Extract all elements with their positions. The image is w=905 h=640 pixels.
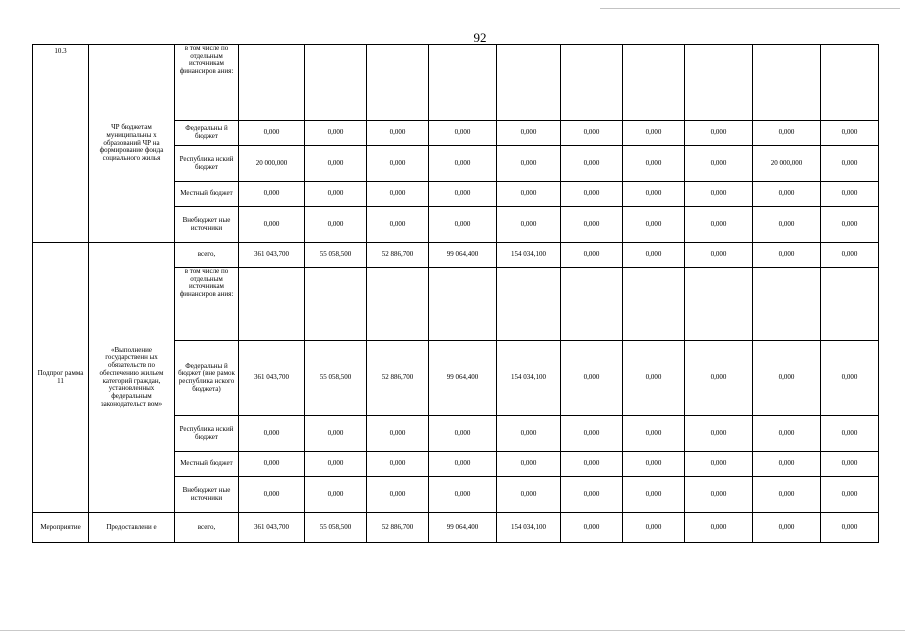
value-cell: 0,000 bbox=[239, 416, 305, 452]
value-cell: 0,000 bbox=[821, 146, 879, 182]
value-cell: 0,000 bbox=[821, 477, 879, 513]
value-cell bbox=[753, 45, 821, 121]
value-cell: 0,000 bbox=[623, 452, 685, 477]
value-cell: 0,000 bbox=[821, 182, 879, 207]
value-cell: 0,000 bbox=[561, 243, 623, 268]
value-cell: 361 043,700 bbox=[239, 513, 305, 543]
value-cell: 0,000 bbox=[429, 452, 497, 477]
value-cell: 0,000 bbox=[305, 477, 367, 513]
value-cell: 154 034,100 bbox=[497, 341, 561, 416]
funding-source: всего, bbox=[175, 243, 239, 268]
value-cell bbox=[429, 45, 497, 121]
value-cell: 0,000 bbox=[623, 207, 685, 243]
value-cell: 0,000 bbox=[429, 416, 497, 452]
value-cell: 0,000 bbox=[685, 477, 753, 513]
value-cell: 0,000 bbox=[239, 452, 305, 477]
value-cell: 0,000 bbox=[623, 416, 685, 452]
value-cell bbox=[497, 45, 561, 121]
table-row bbox=[33, 243, 879, 268]
value-cell bbox=[821, 45, 879, 121]
value-cell bbox=[623, 268, 685, 341]
funding-source: Федеральны й бюджет bbox=[175, 121, 239, 146]
value-cell: 0,000 bbox=[239, 121, 305, 146]
value-cell: 0,000 bbox=[497, 207, 561, 243]
value-cell: 0,000 bbox=[497, 182, 561, 207]
value-cell: 0,000 bbox=[429, 182, 497, 207]
value-cell: 0,000 bbox=[685, 182, 753, 207]
value-cell: 0,000 bbox=[367, 477, 429, 513]
value-cell: 154 034,100 bbox=[497, 243, 561, 268]
value-cell: 0,000 bbox=[623, 513, 685, 543]
value-cell: 0,000 bbox=[367, 207, 429, 243]
funding-source: Местный бюджет bbox=[175, 452, 239, 477]
value-cell: 0,000 bbox=[239, 477, 305, 513]
value-cell: 0,000 bbox=[239, 207, 305, 243]
value-cell: 0,000 bbox=[367, 146, 429, 182]
value-cell: 0,000 bbox=[753, 182, 821, 207]
value-cell: 55 058,500 bbox=[305, 243, 367, 268]
value-cell: 0,000 bbox=[561, 477, 623, 513]
value-cell: 52 886,700 bbox=[367, 341, 429, 416]
value-cell: 0,000 bbox=[753, 341, 821, 416]
value-cell: 0,000 bbox=[367, 452, 429, 477]
value-cell: 0,000 bbox=[753, 243, 821, 268]
value-cell: 0,000 bbox=[561, 341, 623, 416]
value-cell: 0,000 bbox=[305, 452, 367, 477]
funding-source: Федеральны й бюджет (вне рамок республика нского бюджета) bbox=[175, 341, 239, 416]
funding-source: Внебюджет ные источники bbox=[175, 207, 239, 243]
value-cell: 0,000 bbox=[821, 207, 879, 243]
value-cell: 0,000 bbox=[753, 121, 821, 146]
value-cell: 0,000 bbox=[429, 121, 497, 146]
section-code: 10.3 bbox=[33, 45, 89, 243]
value-cell: 0,000 bbox=[685, 121, 753, 146]
value-cell: 0,000 bbox=[685, 341, 753, 416]
section-description: Предоставлени е bbox=[89, 513, 175, 543]
value-cell: 0,000 bbox=[429, 146, 497, 182]
value-cell: 0,000 bbox=[623, 121, 685, 146]
value-cell: 0,000 bbox=[561, 182, 623, 207]
value-cell: 0,000 bbox=[561, 146, 623, 182]
section-code: Мероприятие bbox=[33, 513, 89, 543]
value-cell: 0,000 bbox=[561, 121, 623, 146]
value-cell: 52 886,700 bbox=[367, 513, 429, 543]
value-cell: 0,000 bbox=[367, 121, 429, 146]
value-cell: 20 000,000 bbox=[753, 146, 821, 182]
value-cell: 361 043,700 bbox=[239, 341, 305, 416]
value-cell: 0,000 bbox=[685, 513, 753, 543]
value-cell: 0,000 bbox=[305, 416, 367, 452]
scan-artifact-top bbox=[600, 8, 900, 9]
funding-source: в том числе по отдельным источникам финансиров ания: bbox=[175, 268, 239, 341]
value-cell: 0,000 bbox=[561, 416, 623, 452]
funding-source: Местный бюджет bbox=[175, 182, 239, 207]
value-cell: 0,000 bbox=[821, 121, 879, 146]
value-cell: 0,000 bbox=[367, 182, 429, 207]
value-cell: 0,000 bbox=[497, 121, 561, 146]
value-cell: 0,000 bbox=[753, 477, 821, 513]
table-row bbox=[33, 513, 879, 543]
section-description: «Выполнение государственн ых обязательств по обеспечению жильем категорий граждан, установленных федеральным законодательст вом» bbox=[89, 243, 175, 513]
value-cell: 52 886,700 bbox=[367, 243, 429, 268]
section-description: ЧР бюджетам муниципальны х образований ЧР на формирование фонда социального жилья bbox=[89, 45, 175, 243]
value-cell bbox=[685, 45, 753, 121]
value-cell: 361 043,700 bbox=[239, 243, 305, 268]
value-cell: 0,000 bbox=[561, 207, 623, 243]
value-cell: 0,000 bbox=[623, 243, 685, 268]
value-cell: 0,000 bbox=[497, 477, 561, 513]
value-cell: 20 000,000 bbox=[239, 146, 305, 182]
value-cell: 0,000 bbox=[753, 513, 821, 543]
funding-source: Республика нский бюджет bbox=[175, 416, 239, 452]
value-cell: 0,000 bbox=[561, 513, 623, 543]
funding-source: Республика нский бюджет bbox=[175, 146, 239, 182]
value-cell bbox=[561, 45, 623, 121]
value-cell: 0,000 bbox=[497, 416, 561, 452]
section-code: Подпрог рамма 11 bbox=[33, 243, 89, 513]
value-cell: 0,000 bbox=[685, 416, 753, 452]
value-cell bbox=[685, 268, 753, 341]
value-cell: 0,000 bbox=[497, 146, 561, 182]
value-cell: 99 064,400 bbox=[429, 243, 497, 268]
value-cell: 0,000 bbox=[623, 341, 685, 416]
value-cell: 0,000 bbox=[305, 146, 367, 182]
value-cell bbox=[305, 268, 367, 341]
value-cell: 154 034,100 bbox=[497, 513, 561, 543]
value-cell bbox=[239, 45, 305, 121]
value-cell: 55 058,500 bbox=[305, 513, 367, 543]
value-cell: 0,000 bbox=[753, 207, 821, 243]
page-number: 92 bbox=[473, 30, 487, 45]
value-cell bbox=[753, 268, 821, 341]
value-cell: 0,000 bbox=[685, 207, 753, 243]
value-cell: 0,000 bbox=[429, 207, 497, 243]
value-cell bbox=[305, 45, 367, 121]
value-cell bbox=[497, 268, 561, 341]
table-row bbox=[33, 45, 879, 121]
value-cell bbox=[561, 268, 623, 341]
funding-source: в том числе по отдельным источникам финансиров ания: bbox=[175, 45, 239, 121]
value-cell: 0,000 bbox=[821, 243, 879, 268]
value-cell: 0,000 bbox=[305, 121, 367, 146]
value-cell: 0,000 bbox=[623, 477, 685, 513]
value-cell: 99 064,400 bbox=[429, 341, 497, 416]
value-cell bbox=[367, 268, 429, 341]
value-cell: 0,000 bbox=[753, 416, 821, 452]
value-cell: 0,000 bbox=[561, 452, 623, 477]
funding-source: всего, bbox=[175, 513, 239, 543]
value-cell: 0,000 bbox=[623, 182, 685, 207]
value-cell: 0,000 bbox=[685, 452, 753, 477]
value-cell: 0,000 bbox=[305, 207, 367, 243]
value-cell: 0,000 bbox=[685, 243, 753, 268]
value-cell: 0,000 bbox=[821, 452, 879, 477]
value-cell: 0,000 bbox=[367, 416, 429, 452]
value-cell: 0,000 bbox=[821, 341, 879, 416]
value-cell: 0,000 bbox=[753, 452, 821, 477]
value-cell: 0,000 bbox=[623, 146, 685, 182]
value-cell: 0,000 bbox=[685, 146, 753, 182]
value-cell: 0,000 bbox=[497, 452, 561, 477]
value-cell: 0,000 bbox=[821, 416, 879, 452]
value-cell: 0,000 bbox=[821, 513, 879, 543]
value-cell bbox=[367, 45, 429, 121]
scan-artifact-bottom bbox=[0, 630, 905, 631]
value-cell bbox=[623, 45, 685, 121]
value-cell: 55 058,500 bbox=[305, 341, 367, 416]
value-cell: 99 064,400 bbox=[429, 513, 497, 543]
value-cell: 0,000 bbox=[239, 182, 305, 207]
value-cell: 0,000 bbox=[429, 477, 497, 513]
budget-table bbox=[32, 44, 879, 543]
value-cell bbox=[821, 268, 879, 341]
value-cell: 0,000 bbox=[305, 182, 367, 207]
value-cell bbox=[239, 268, 305, 341]
funding-source: Внебюджет ные источники bbox=[175, 477, 239, 513]
value-cell bbox=[429, 268, 497, 341]
